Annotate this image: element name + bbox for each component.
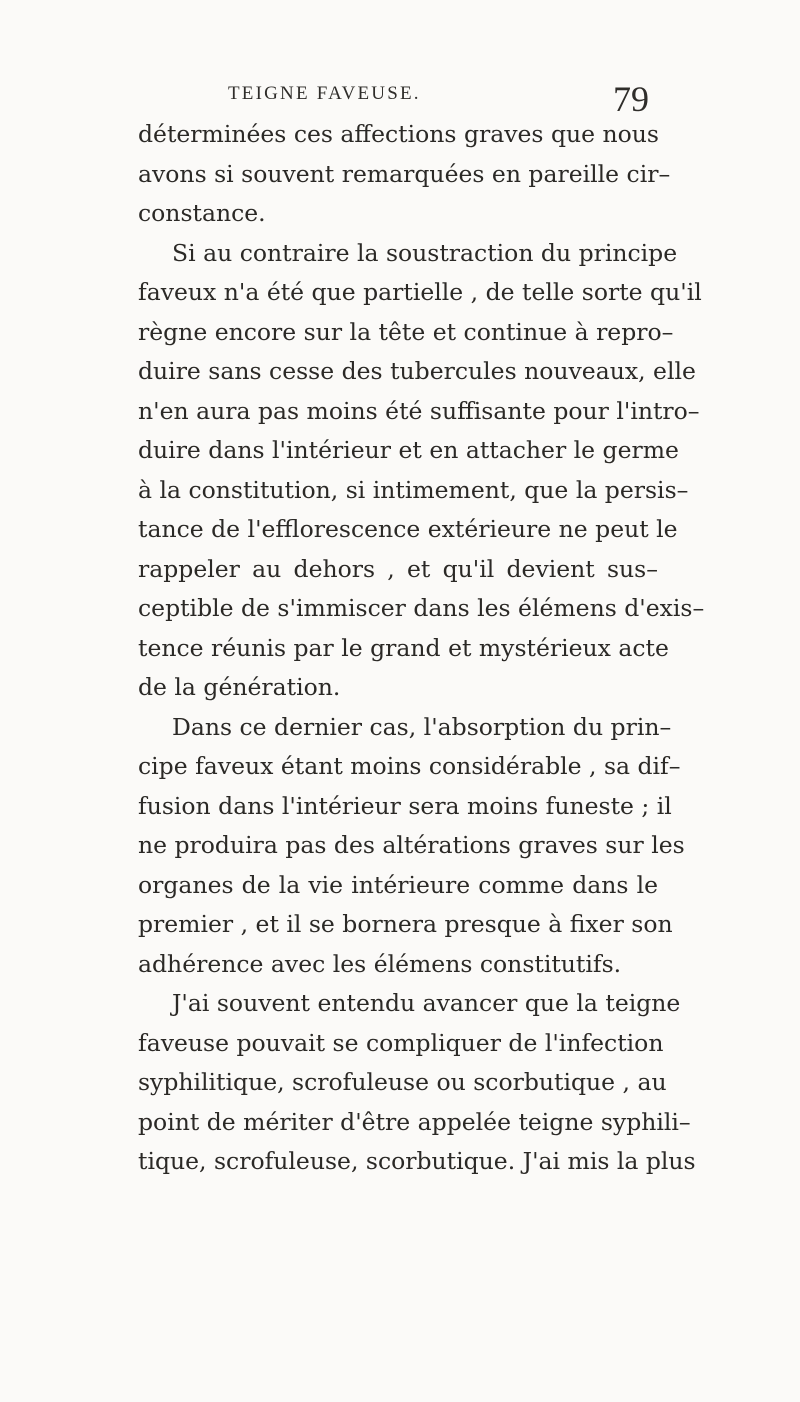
text-line: à la constitution, si intimement, que la persis–	[138, 475, 689, 504]
text-line: point de mériter d'être appelée teigne syphili–	[138, 1107, 691, 1136]
text-line: n'en aura pas moins été suffisante pour l'intro–	[138, 396, 700, 425]
text-line: règne encore sur la tête et continue à repro–	[138, 317, 674, 346]
text-line: rappeler au dehors , et qu'il devient sus–	[138, 554, 658, 583]
text-line: faveux n'a été que partielle , de telle sorte qu'il	[138, 278, 702, 306]
text-line: tance de l'efflorescence extérieure ne peut le	[138, 515, 678, 543]
text-line: tence réunis par le grand et mystérieux acte	[138, 633, 669, 662]
text-line: de la génération.	[138, 673, 341, 701]
text-line: fusion dans l'intérieur sera moins funeste ; il	[138, 791, 672, 820]
text-line: avons si souvent remarquées en pareille cir–	[138, 159, 671, 188]
text-line: constance.	[138, 199, 266, 227]
text-line: adhérence avec les élémens constitutifs.	[138, 949, 622, 978]
text-line: ceptible de s'immiscer dans les élémens d'exis–	[138, 594, 705, 622]
text-line: cipe faveux étant moins considérable , sa dif–	[138, 752, 681, 780]
text-line: syphilitique, scrofuleuse ou scorbutique , au	[138, 1068, 667, 1096]
text-line: tique, scrofuleuse, scorbutique. J'ai mis la plus	[138, 1147, 696, 1175]
text-line: duire sans cesse des tubercules nouveaux, elle	[138, 357, 696, 385]
text-line: Dans ce dernier cas, l'absorption du prin–	[172, 712, 672, 741]
text-line: organes de la vie intérieure comme dans le	[138, 870, 658, 899]
text-line: J'ai souvent entendu avancer que la teigne	[172, 989, 681, 1017]
body-text	[138, 115, 705, 1182]
text-line: premier , et il se bornera presque à fixer son	[138, 910, 673, 938]
text-line: duire dans l'intérieur et en attacher le germe	[138, 436, 679, 464]
text-line: faveuse pouvait se compliquer de l'infection	[138, 1028, 664, 1057]
text-line: Si au contraire la soustraction du principe	[172, 238, 678, 267]
text-line: ne produira pas des altérations graves sur les	[138, 831, 685, 859]
text-line: déterminées ces affections graves que nous	[138, 120, 659, 148]
page-number: 79	[613, 79, 649, 119]
running-title: TEIGNE FAVEUSE.	[228, 83, 421, 104]
